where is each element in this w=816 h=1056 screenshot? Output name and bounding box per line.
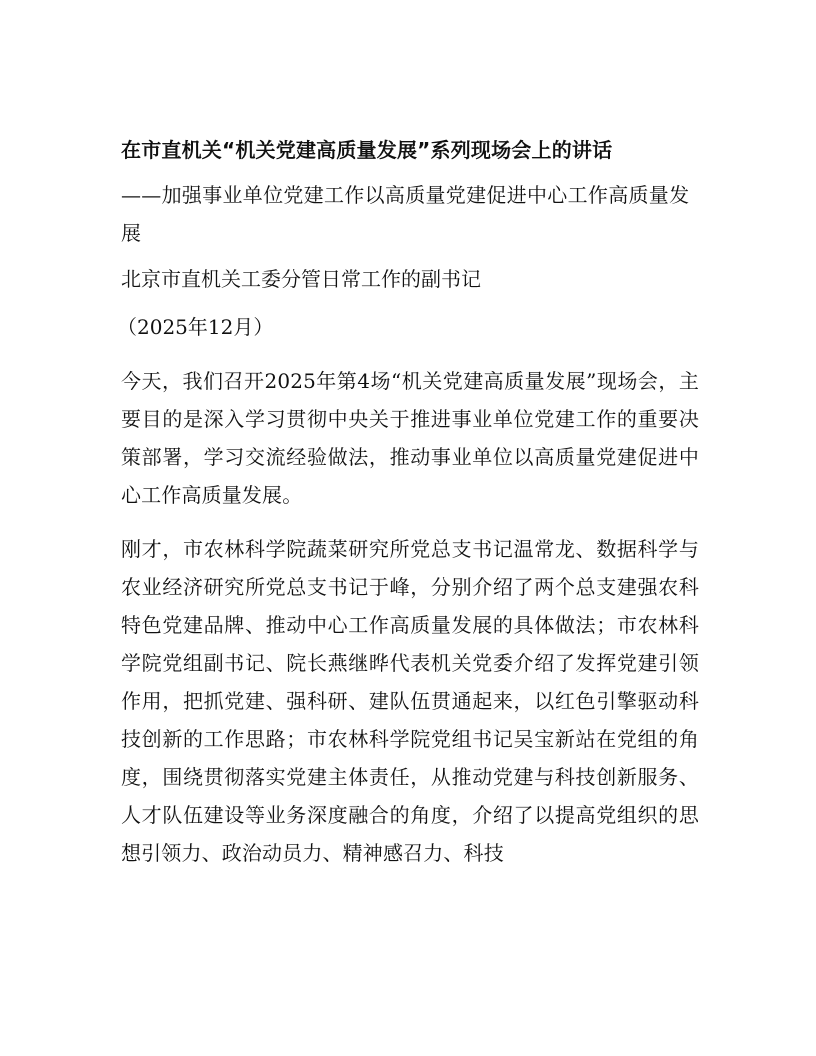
paragraph-opening: 今天，我们召开2025年第4场“机关党建高质量发展”现场会，主要目的是深入学习贯彻中央关于推进事业单位党建工作的重要决策部署，学习交流经验做法，推动事业单位以高质量党建促进中心工作高质量发展。 [121,369,699,507]
speaker-line: 北京市直机关工委分管日常工作的副书记 [121,267,481,291]
document-body [117,128,699,872]
date-line: （2025年12月） [117,315,274,339]
document-title: 在市直机关“机关党建高质量发展”系列现场会上的讲话 [121,138,613,162]
document-subtitle: ——加强事业单位党建工作以高质量党建促进中心工作高质量发展 [121,183,690,245]
paragraph-review: 刚才，市农林科学院蔬菜研究所党总支书记温常龙、数据科学与农业经济研究所党总支书记于峰，分别介绍了两个总支建强农科特色党建品牌、推动中心工作高质量发展的具体做法；市农林科学院党组副书记、院长燕继晔代表机关党委介绍了发挥党建引领作用，把抓党建、强科研、建队伍贯通起来，以红色引擎驱动科技创新的工作思路；市农林科学院党组书记吴宝新站在党组的角度，围绕贯彻落实党建主体责任，从推动党建与科技创新服务、人才队伍建设等业务深度融合的角度，介绍了以提高党组织的思想引领力、政治动员力、精神感召力、科技 [121,537,699,865]
